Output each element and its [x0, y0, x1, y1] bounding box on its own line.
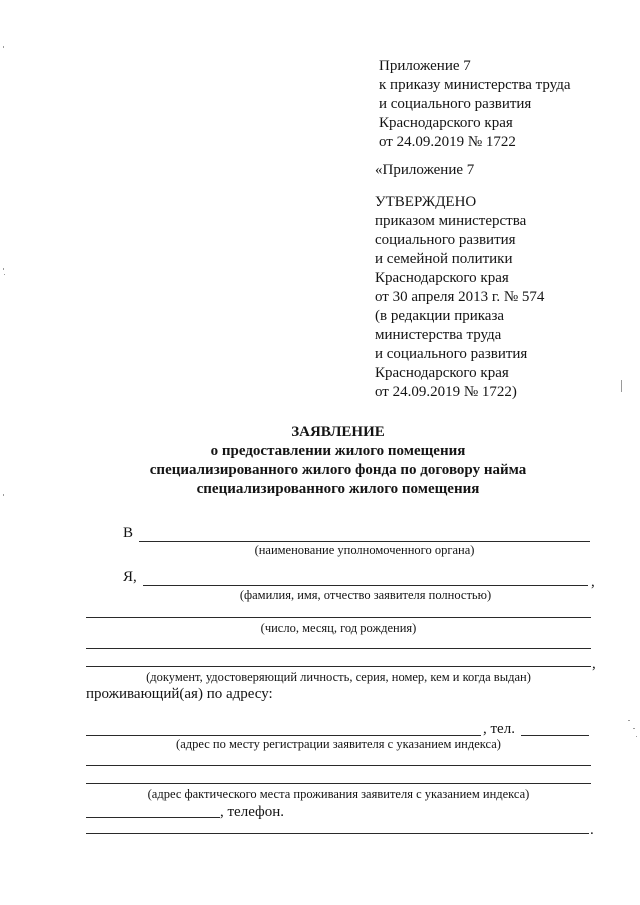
scan-speck [628, 720, 630, 721]
reg-address-field-line[interactable] [86, 735, 481, 736]
phone-label: , телефон. [220, 804, 285, 820]
doc-field-line-2[interactable] [86, 666, 591, 667]
reg-address-caption: (адрес по месту регистрации заявителя с указанием индекса) [176, 737, 501, 751]
scan-speck [621, 380, 622, 392]
tel-field-line[interactable] [521, 735, 589, 736]
doc-comma: , [592, 656, 596, 672]
scan-speck [3, 268, 4, 270]
final-period: . [590, 822, 594, 838]
approval-line: Краснодарского края [375, 365, 509, 381]
fio-caption: (фамилия, имя, отчество заявителя полностью) [239, 588, 492, 602]
dob-field-line[interactable] [86, 617, 591, 618]
to-prefix: В [123, 525, 134, 541]
approved-label: УТВЕРЖДЕНО [375, 194, 477, 210]
scan-speck [3, 494, 4, 496]
approval-line: от 24.09.2019 № 1722) [375, 384, 517, 400]
i-prefix: Я, [123, 569, 137, 585]
approval-line: приказом министерства [375, 213, 527, 229]
approval-line: министерства труда [375, 327, 502, 343]
title-line: специализированного жилого фонда по договору найма [149, 462, 527, 478]
approval-line: и социального развития [375, 346, 528, 362]
approval-line: (в редакции приказа [375, 308, 505, 324]
tel-label: , тел. [483, 721, 515, 737]
appendix-line: и социального развития [379, 96, 532, 112]
approval-line: и семейной политики [375, 251, 513, 267]
appendix-line: к приказу министерства труда [379, 77, 571, 93]
authority-field-line[interactable] [139, 541, 590, 542]
approval-line: социального развития [375, 232, 516, 248]
actual-address-field-line-3[interactable] [86, 817, 220, 818]
dob-caption: (число, месяц, год рождения) [260, 621, 417, 635]
scan-speck [3, 46, 4, 48]
authority-caption: (наименование уполномоченного органа) [254, 543, 475, 557]
doc-field-line-1[interactable] [86, 648, 591, 649]
actual-address-caption: (адрес фактического места проживания заявителя с указанием индекса) [147, 787, 530, 801]
phone-field-line[interactable] [86, 833, 589, 834]
quote-line: «Приложение 7 [375, 162, 475, 178]
actual-address-field-line-2[interactable] [86, 783, 591, 784]
title-line: о предоставлении жилого помещения [210, 443, 466, 459]
fio-field-line[interactable] [143, 585, 588, 586]
residing-label: проживающий(ая) по адресу: [86, 686, 273, 702]
title-line: специализированного жилого помещения [196, 481, 480, 497]
title-heading: ЗАЯВЛЕНИЕ [291, 424, 385, 440]
scan-speck [636, 736, 637, 737]
appendix-line: Приложение 7 [379, 58, 471, 74]
appendix-line: от 24.09.2019 № 1722 [379, 134, 516, 150]
doc-caption: (документ, удостоверяющий личность, серия, номер, кем и когда выдан) [146, 670, 531, 684]
approval-line: от 30 апреля 2013 г. № 574 [375, 289, 545, 305]
actual-address-field-line-1[interactable] [86, 765, 591, 766]
appendix-line: Краснодарского края [379, 115, 513, 131]
scan-speck [4, 274, 5, 275]
fio-comma: , [591, 574, 595, 590]
scan-speck [633, 728, 635, 729]
approval-line: Краснодарского края [375, 270, 509, 286]
